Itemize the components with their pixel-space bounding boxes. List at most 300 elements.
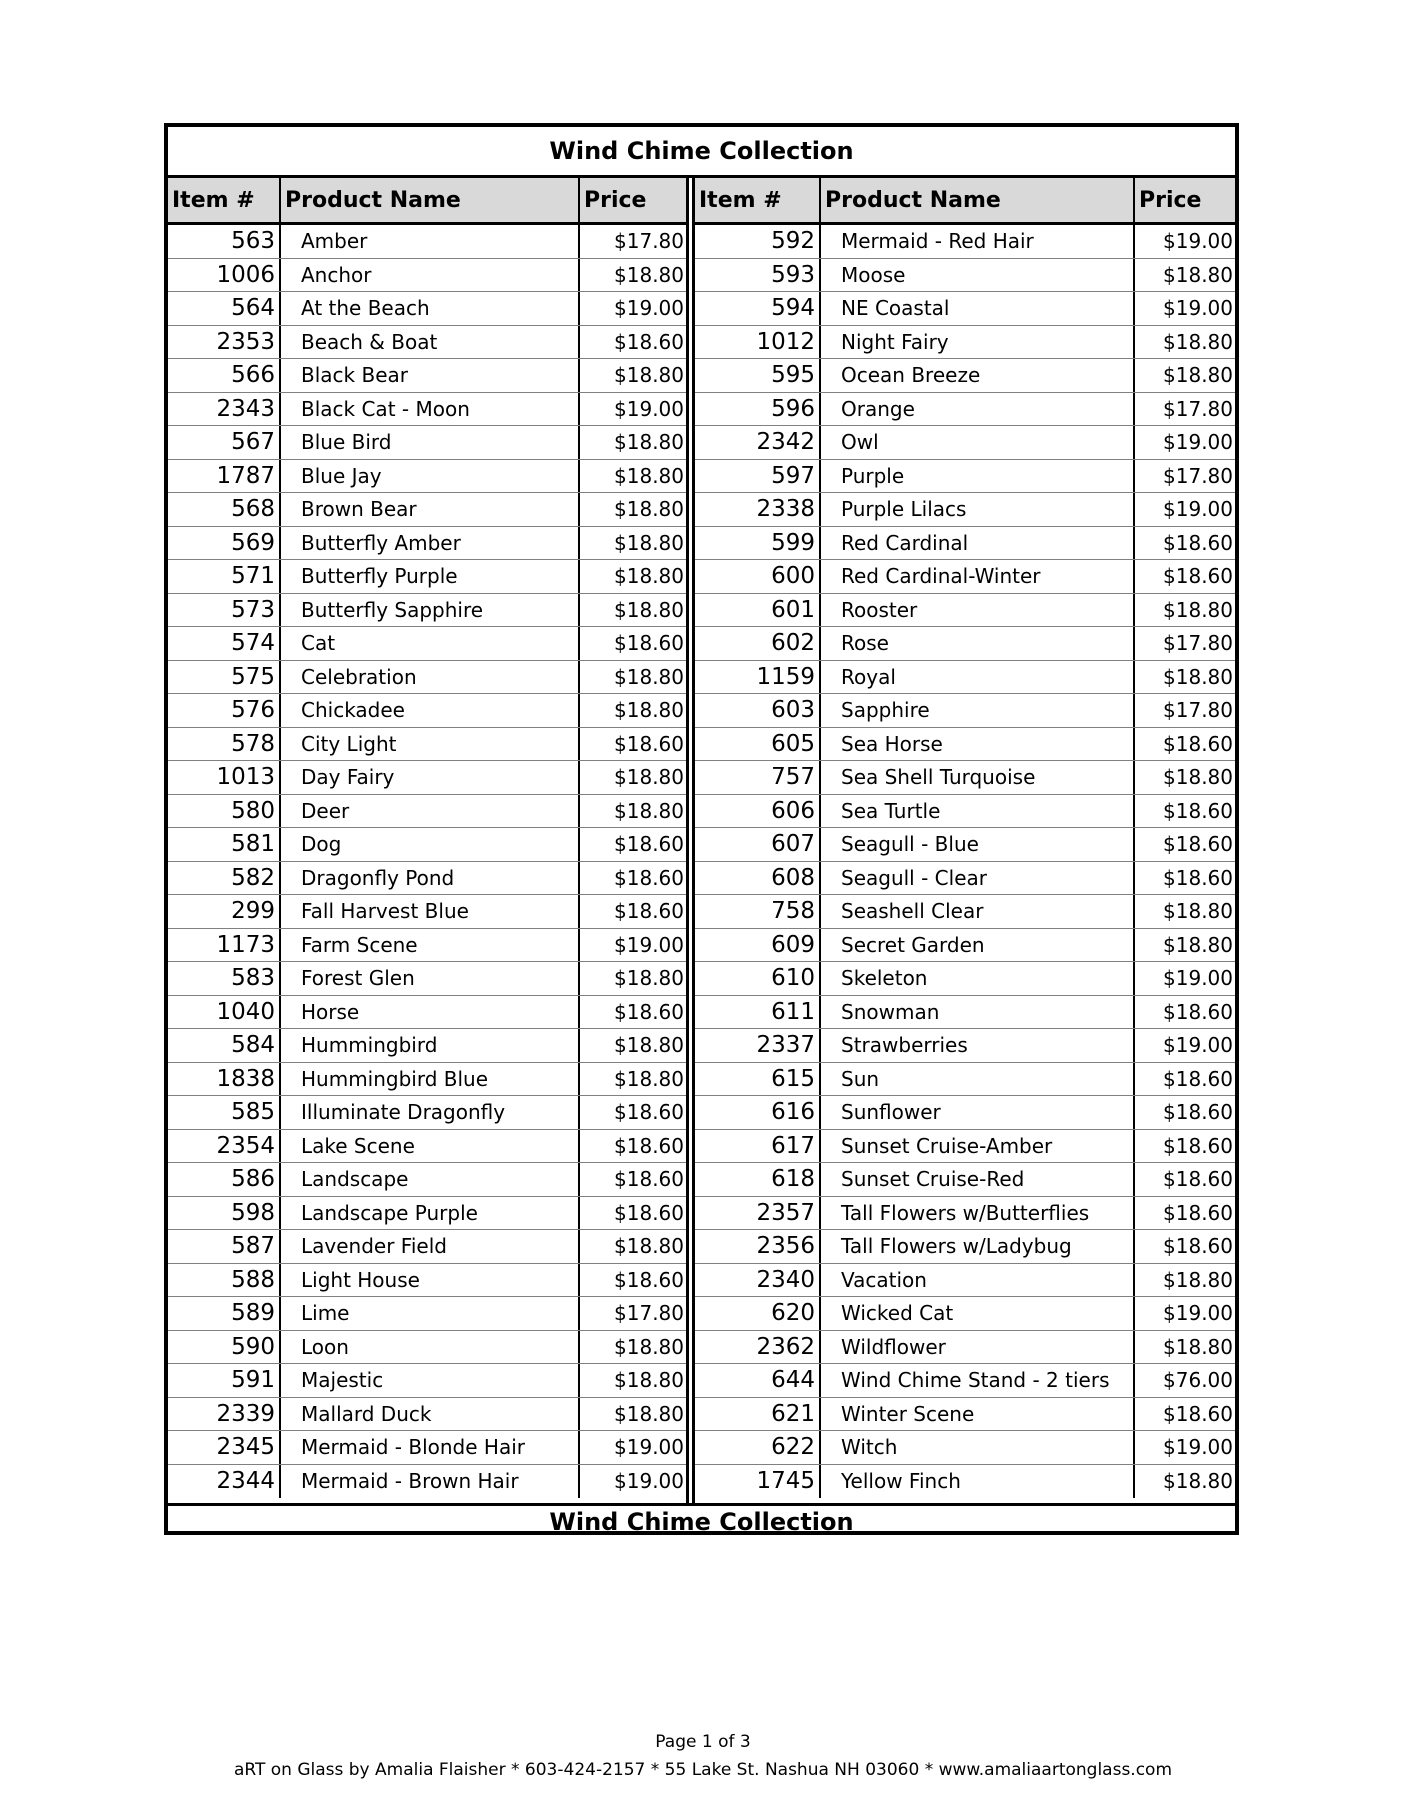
product-name: Mermaid - Red Hair [821, 225, 1135, 258]
product-name: Purple Lilacs [821, 493, 1135, 526]
price: $19.00 [614, 396, 684, 421]
table-row [168, 560, 686, 594]
price: $18.80 [614, 497, 684, 522]
table-row [168, 259, 686, 293]
price: $18.60 [614, 731, 684, 756]
price: $18.60 [614, 1267, 684, 1292]
item-number: 596 [695, 393, 821, 426]
product-name: Celebration [281, 661, 580, 694]
item-number: 567 [168, 426, 281, 459]
item-number: 622 [695, 1431, 821, 1464]
product-name: Sunflower [821, 1096, 1135, 1129]
price: $18.60 [614, 631, 684, 656]
product-name: Deer [281, 795, 580, 828]
item-number: 621 [695, 1398, 821, 1431]
price: $18.80 [614, 430, 684, 455]
right-rows [695, 225, 1235, 1498]
contact-line: aRT on Glass by Amalia Flaisher * 603-424-2157 * 55 Lake St. Nashua NH 03060 * www.amaliaartonglass.com [233, 1760, 1173, 1780]
product-name: Farm Scene [281, 929, 580, 962]
table-row [168, 594, 686, 628]
item-number: 611 [695, 996, 821, 1029]
item-number: 620 [695, 1297, 821, 1330]
product-name: Royal [821, 661, 1135, 694]
table-row [695, 761, 1235, 795]
price: $19.00 [614, 1435, 684, 1460]
product-name: Butterfly Sapphire [281, 594, 580, 627]
item-number: 602 [695, 627, 821, 660]
item-number: 601 [695, 594, 821, 627]
price: $18.60 [1163, 1133, 1233, 1158]
item-number: 589 [168, 1297, 281, 1330]
column-divider [686, 178, 695, 1503]
product-name: Black Bear [281, 359, 580, 392]
price: $18.80 [614, 597, 684, 622]
product-name: Seashell Clear [821, 895, 1135, 928]
table-row [168, 728, 686, 762]
item-number: 593 [695, 259, 821, 292]
item-number: 592 [695, 225, 821, 258]
item-number: 566 [168, 359, 281, 392]
product-name: Winter Scene [821, 1398, 1135, 1431]
item-number: 1838 [168, 1063, 281, 1096]
table-row [168, 1398, 686, 1432]
price: $18.60 [1163, 564, 1233, 589]
product-name: Wicked Cat [821, 1297, 1135, 1330]
product-name: Sea Shell Turquoise [821, 761, 1135, 794]
price: $18.80 [1163, 1267, 1233, 1292]
price: $18.60 [1163, 798, 1233, 823]
table-row [168, 225, 686, 259]
item-number: 2337 [695, 1029, 821, 1062]
table-row [168, 627, 686, 661]
table-row [168, 996, 686, 1030]
table-row [168, 1197, 686, 1231]
product-name: Butterfly Purple [281, 560, 580, 593]
item-number: 2357 [695, 1197, 821, 1230]
item-number: 2362 [695, 1331, 821, 1364]
price: $18.80 [1163, 597, 1233, 622]
item-number: 616 [695, 1096, 821, 1129]
price: $18.80 [1163, 262, 1233, 287]
table-row [168, 1364, 686, 1398]
item-number: 588 [168, 1264, 281, 1297]
price: $18.80 [1163, 899, 1233, 924]
price: $18.80 [1163, 363, 1233, 388]
item-number: 568 [168, 493, 281, 526]
price: $18.80 [1163, 765, 1233, 790]
item-number: 2345 [168, 1431, 281, 1464]
price: $18.80 [614, 1334, 684, 1359]
product-name: Landscape [281, 1163, 580, 1196]
table-row [695, 1029, 1235, 1063]
table-row [695, 292, 1235, 326]
item-number: 573 [168, 594, 281, 627]
product-name: Tall Flowers w/Ladybug [821, 1230, 1135, 1263]
price: $19.00 [1163, 296, 1233, 321]
item-number: 578 [168, 728, 281, 761]
product-name: City Light [281, 728, 580, 761]
table-row [168, 761, 686, 795]
table-row [695, 1398, 1235, 1432]
product-name: Hummingbird Blue [281, 1063, 580, 1096]
table-row [168, 1264, 686, 1298]
price: $18.80 [614, 798, 684, 823]
item-number: 587 [168, 1230, 281, 1263]
product-name: Owl [821, 426, 1135, 459]
product-name: At the Beach [281, 292, 580, 325]
table-footer-title: Wind Chime Collection [549, 1507, 854, 1536]
header-product-name: Product Name [821, 178, 1135, 222]
product-name: Horse [281, 996, 580, 1029]
price: $19.00 [1163, 229, 1233, 254]
table-row [695, 661, 1235, 695]
table-row [695, 694, 1235, 728]
table-body [168, 178, 1235, 1506]
item-number: 758 [695, 895, 821, 928]
product-name: Lime [281, 1297, 580, 1330]
header-product-name: Product Name [281, 178, 580, 222]
left-column [168, 178, 686, 1503]
product-name: Red Cardinal [821, 527, 1135, 560]
header-item-number: Item # [695, 178, 821, 222]
product-name: Blue Bird [281, 426, 580, 459]
table-row [168, 393, 686, 427]
item-number: 299 [168, 895, 281, 928]
price: $18.60 [614, 329, 684, 354]
price: $18.60 [1163, 1401, 1233, 1426]
item-number: 1787 [168, 460, 281, 493]
product-name: Day Fairy [281, 761, 580, 794]
item-number: 2339 [168, 1398, 281, 1431]
price: $18.80 [614, 1033, 684, 1058]
price: $76.00 [1163, 1368, 1233, 1393]
price: $17.80 [1163, 698, 1233, 723]
item-number: 644 [695, 1364, 821, 1397]
product-name: Hummingbird [281, 1029, 580, 1062]
table-row [168, 326, 686, 360]
table-row [168, 862, 686, 896]
price: $17.80 [1163, 396, 1233, 421]
item-number: 569 [168, 527, 281, 560]
table-row [695, 1297, 1235, 1331]
item-number: 581 [168, 828, 281, 861]
table-row [695, 1197, 1235, 1231]
price: $19.00 [1163, 430, 1233, 455]
item-number: 1012 [695, 326, 821, 359]
item-number: 757 [695, 761, 821, 794]
table-row [168, 426, 686, 460]
product-name: Mallard Duck [281, 1398, 580, 1431]
item-number: 618 [695, 1163, 821, 1196]
table-row [168, 1130, 686, 1164]
table-row [168, 962, 686, 996]
table-row [168, 1096, 686, 1130]
price: $18.60 [614, 865, 684, 890]
price: $18.60 [1163, 865, 1233, 890]
product-name: Night Fairy [821, 326, 1135, 359]
product-name: Tall Flowers w/Butterflies [821, 1197, 1135, 1230]
table-row [168, 1230, 686, 1264]
table-row [168, 1163, 686, 1197]
item-number: 576 [168, 694, 281, 727]
item-number: 1173 [168, 929, 281, 962]
price: $18.80 [1163, 1334, 1233, 1359]
price: $18.80 [614, 1066, 684, 1091]
price: $18.80 [614, 1234, 684, 1259]
item-number: 607 [695, 828, 821, 861]
product-name: Yellow Finch [821, 1465, 1135, 1499]
table-row [695, 326, 1235, 360]
table-row [695, 594, 1235, 628]
price: $18.60 [1163, 832, 1233, 857]
item-number: 2356 [695, 1230, 821, 1263]
price: $18.60 [614, 999, 684, 1024]
item-number: 605 [695, 728, 821, 761]
price: $19.00 [1163, 1033, 1233, 1058]
item-number: 2344 [168, 1465, 281, 1499]
price: $18.80 [614, 1401, 684, 1426]
price: $18.80 [614, 664, 684, 689]
price: $18.60 [1163, 999, 1233, 1024]
price: $19.00 [1163, 1301, 1233, 1326]
price: $18.60 [1163, 731, 1233, 756]
item-number: 2340 [695, 1264, 821, 1297]
table-row [695, 627, 1235, 661]
product-name: Cat [281, 627, 580, 660]
product-name: Seagull - Blue [821, 828, 1135, 861]
table-row [695, 460, 1235, 494]
item-number: 2342 [695, 426, 821, 459]
table-row [168, 1029, 686, 1063]
price: $18.60 [614, 1167, 684, 1192]
table-row [695, 1264, 1235, 1298]
product-name: NE Coastal [821, 292, 1135, 325]
table-row [695, 1230, 1235, 1264]
table-row [168, 1297, 686, 1331]
table-row [695, 1063, 1235, 1097]
item-number: 584 [168, 1029, 281, 1062]
product-name: Anchor [281, 259, 580, 292]
product-name: Wind Chime Stand - 2 tiers [821, 1364, 1135, 1397]
price: $18.80 [614, 564, 684, 589]
page-number: Page 1 of 3 [655, 1732, 751, 1752]
product-name: Blue Jay [281, 460, 580, 493]
price: $18.80 [1163, 664, 1233, 689]
item-number: 575 [168, 661, 281, 694]
product-name: Mermaid - Blonde Hair [281, 1431, 580, 1464]
product-name: Landscape Purple [281, 1197, 580, 1230]
price: $19.00 [614, 296, 684, 321]
item-number: 1006 [168, 259, 281, 292]
product-name: Rooster [821, 594, 1135, 627]
product-name: Lavender Field [281, 1230, 580, 1263]
product-name: Illuminate Dragonfly [281, 1096, 580, 1129]
price: $17.80 [1163, 631, 1233, 656]
product-name: Sapphire [821, 694, 1135, 727]
table-row [695, 527, 1235, 561]
table-row [695, 1163, 1235, 1197]
table-row [168, 493, 686, 527]
price: $18.80 [614, 363, 684, 388]
left-header-row [168, 178, 686, 225]
item-number: 2354 [168, 1130, 281, 1163]
header-price: Price [584, 187, 647, 213]
item-number: 608 [695, 862, 821, 895]
item-number: 595 [695, 359, 821, 392]
item-number: 1745 [695, 1465, 821, 1499]
product-name: Skeleton [821, 962, 1135, 995]
right-header-row [695, 178, 1235, 225]
price: $17.80 [614, 1301, 684, 1326]
table-row [695, 996, 1235, 1030]
item-number: 598 [168, 1197, 281, 1230]
item-number: 2343 [168, 393, 281, 426]
price: $17.80 [1163, 463, 1233, 488]
product-name: Witch [821, 1431, 1135, 1464]
item-number: 583 [168, 962, 281, 995]
product-name: Vacation [821, 1264, 1135, 1297]
item-number: 606 [695, 795, 821, 828]
price: $18.60 [614, 899, 684, 924]
table-row [168, 292, 686, 326]
product-name: Strawberries [821, 1029, 1135, 1062]
price: $19.00 [1163, 1435, 1233, 1460]
table-row [695, 359, 1235, 393]
header-price: Price [1139, 187, 1202, 213]
table-row [695, 862, 1235, 896]
item-number: 564 [168, 292, 281, 325]
price: $18.80 [614, 1368, 684, 1393]
table-row [168, 1431, 686, 1465]
product-name: Mermaid - Brown Hair [281, 1465, 580, 1499]
price: $18.60 [614, 832, 684, 857]
product-name: Butterfly Amber [281, 527, 580, 560]
table-row [168, 460, 686, 494]
price: $18.60 [1163, 1234, 1233, 1259]
price: $19.00 [614, 932, 684, 957]
table-row [695, 895, 1235, 929]
product-name: Black Cat - Moon [281, 393, 580, 426]
price: $18.60 [1163, 530, 1233, 555]
product-name: Rose [821, 627, 1135, 660]
table-title: Wind Chime Collection [168, 127, 1235, 178]
product-name: Beach & Boat [281, 326, 580, 359]
table-row [695, 225, 1235, 259]
table-row [695, 795, 1235, 829]
price: $18.80 [614, 698, 684, 723]
price: $18.80 [614, 966, 684, 991]
item-number: 599 [695, 527, 821, 560]
table-row [168, 895, 686, 929]
item-number: 603 [695, 694, 821, 727]
item-number: 594 [695, 292, 821, 325]
product-name: Brown Bear [281, 493, 580, 526]
product-name: Loon [281, 1331, 580, 1364]
price: $18.80 [614, 262, 684, 287]
header-item-number: Item # [168, 178, 281, 222]
item-number: 582 [168, 862, 281, 895]
product-name: Wildflower [821, 1331, 1135, 1364]
table-row [695, 1465, 1235, 1499]
product-name: Ocean Breeze [821, 359, 1135, 392]
product-name: Sea Horse [821, 728, 1135, 761]
product-name: Red Cardinal-Winter [821, 560, 1135, 593]
table-row [695, 1096, 1235, 1130]
item-number: 1159 [695, 661, 821, 694]
item-number: 600 [695, 560, 821, 593]
price: $19.00 [614, 1469, 684, 1494]
price: $18.80 [614, 765, 684, 790]
product-name: Orange [821, 393, 1135, 426]
table-row [168, 1063, 686, 1097]
product-name: Sunset Cruise-Red [821, 1163, 1135, 1196]
item-number: 574 [168, 627, 281, 660]
table-row [168, 828, 686, 862]
item-number: 1013 [168, 761, 281, 794]
price: $18.60 [614, 1100, 684, 1125]
price: $18.80 [614, 463, 684, 488]
product-name: Secret Garden [821, 929, 1135, 962]
price: $18.60 [1163, 1167, 1233, 1192]
table-row [168, 795, 686, 829]
table-row [695, 929, 1235, 963]
item-number: 615 [695, 1063, 821, 1096]
table-row [695, 426, 1235, 460]
product-name: Light House [281, 1264, 580, 1297]
price: $18.60 [1163, 1100, 1233, 1125]
table-row [695, 1431, 1235, 1465]
left-rows [168, 225, 686, 1498]
product-name: Sunset Cruise-Amber [821, 1130, 1135, 1163]
product-name: Moose [821, 259, 1135, 292]
table-row [695, 560, 1235, 594]
table-row [695, 728, 1235, 762]
product-name: Majestic [281, 1364, 580, 1397]
table-row [695, 1364, 1235, 1398]
product-name: Chickadee [281, 694, 580, 727]
price: $18.60 [614, 1133, 684, 1158]
table-row [695, 828, 1235, 862]
price: $18.80 [1163, 1469, 1233, 1494]
item-number: 571 [168, 560, 281, 593]
product-name: Fall Harvest Blue [281, 895, 580, 928]
table-row [168, 1331, 686, 1365]
item-number: 590 [168, 1331, 281, 1364]
price-list-table [164, 123, 1239, 1535]
product-name: Sun [821, 1063, 1135, 1096]
price: $18.80 [614, 530, 684, 555]
item-number: 609 [695, 929, 821, 962]
item-number: 2353 [168, 326, 281, 359]
item-number: 563 [168, 225, 281, 258]
item-number: 610 [695, 962, 821, 995]
table-row [695, 259, 1235, 293]
product-name: Amber [281, 225, 580, 258]
item-number: 585 [168, 1096, 281, 1129]
right-column [695, 178, 1235, 1503]
table-row [168, 527, 686, 561]
product-name: Dragonfly Pond [281, 862, 580, 895]
table-row [695, 962, 1235, 996]
table-row [695, 1331, 1235, 1365]
product-name: Sea Turtle [821, 795, 1135, 828]
item-number: 591 [168, 1364, 281, 1397]
table-row [695, 493, 1235, 527]
product-name: Snowman [821, 996, 1135, 1029]
product-name: Purple [821, 460, 1135, 493]
price: $18.60 [1163, 1066, 1233, 1091]
price: $17.80 [614, 229, 684, 254]
